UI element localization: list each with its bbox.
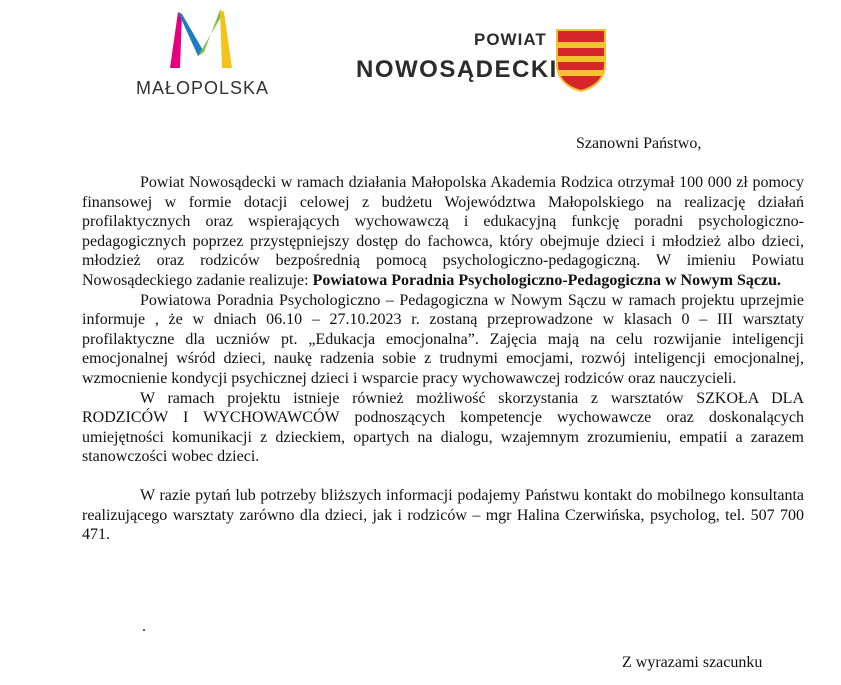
paragraph-2: Powiatowa Poradnia Psychologiczno – Pedagogiczna w Nowym Sączu w ramach projektu uprzejmie informuje , że w dniach 06.10 – 27.10.2023 r. zostaną przeprowadzone w klasach 0 – III warsztaty profilaktyczne dla uczniów pt. „Edukacja emocjonalna”. Zajęcia mają na celu rozwijanie inteligencji emocjonalnej wśród dzieci, naukę radzenia sobie z trudnymi emocjami, rozwój inteligencji emocjonalnej, wzmocnienie kondycji psychicznej dzieci i wsparcie pracy wychowawczej rodziców oraz nauczycieli. bbox=[82, 291, 804, 387]
paragraph-1 bbox=[82, 173, 804, 291]
malopolska-m-icon bbox=[168, 8, 238, 70]
paragraph-3: W ramach projektu istnieje również możliwość skorzystania z warsztatów SZKOŁA DLA RODZICÓW I WYCHOWAWCÓW podnoszących kompetencje wychowawcze oraz doskonalących umiejętności komunikacji z dzieckiem, opartych na dialogu, wzajemnym zrozumieniu, empatii a zarazem stanowczości wobec dzieci. bbox=[82, 389, 804, 466]
paragraph-1-bold: Powiatowa Poradnia Psychologiczno-Pedagogiczna w Nowym Sączu. bbox=[312, 271, 781, 289]
paragraph-4: W razie pytań lub potrzeby bliższych informacji podajemy Państwu kontakt do mobilnego konsultanta realizującego warsztaty zarówno dla dzieci, jak i rodziców – mgr Halina Czerwińska, psycholog, tel. 507 700 471. bbox=[82, 486, 804, 544]
coat-of-arms-icon bbox=[555, 28, 607, 92]
nowosadecki-wordmark: NOWOSĄDECKI bbox=[356, 56, 558, 83]
malopolska-logo bbox=[130, 8, 280, 98]
closing: Z wyrazami szacunku bbox=[622, 654, 763, 671]
powiat-nowosadecki-logo bbox=[352, 24, 622, 94]
letter-body bbox=[82, 173, 804, 545]
stray-dot: . bbox=[142, 618, 146, 635]
powiat-wordmark: POWIAT bbox=[474, 30, 547, 49]
malopolska-wordmark: MAŁOPOLSKA bbox=[136, 78, 270, 98]
paragraph-1-text: Powiat Nowosądecki w ramach działania Małopolska Akademia Rodzica otrzymał 100 000 zł pomocy finansowej w formie dotacji celowej z budżetu Województwa Małopolskiego na realizację działań profilaktycznych oraz wspierających wychowawczą i edukacyjną funkcję poradni psychologiczno-pedagogicznych poprzez przystępniejszy dostęp do fachowca, który obejmuje dzieci i młodzież albo dzieci, młodzież oraz rodziców bezpośrednią pomocą psychologiczno-pedagogiczną. W imieniu Powiatu Nowosądeckiego zadanie realizuje: bbox=[82, 174, 804, 289]
salutation: Szanowni Państwo, bbox=[576, 135, 702, 152]
